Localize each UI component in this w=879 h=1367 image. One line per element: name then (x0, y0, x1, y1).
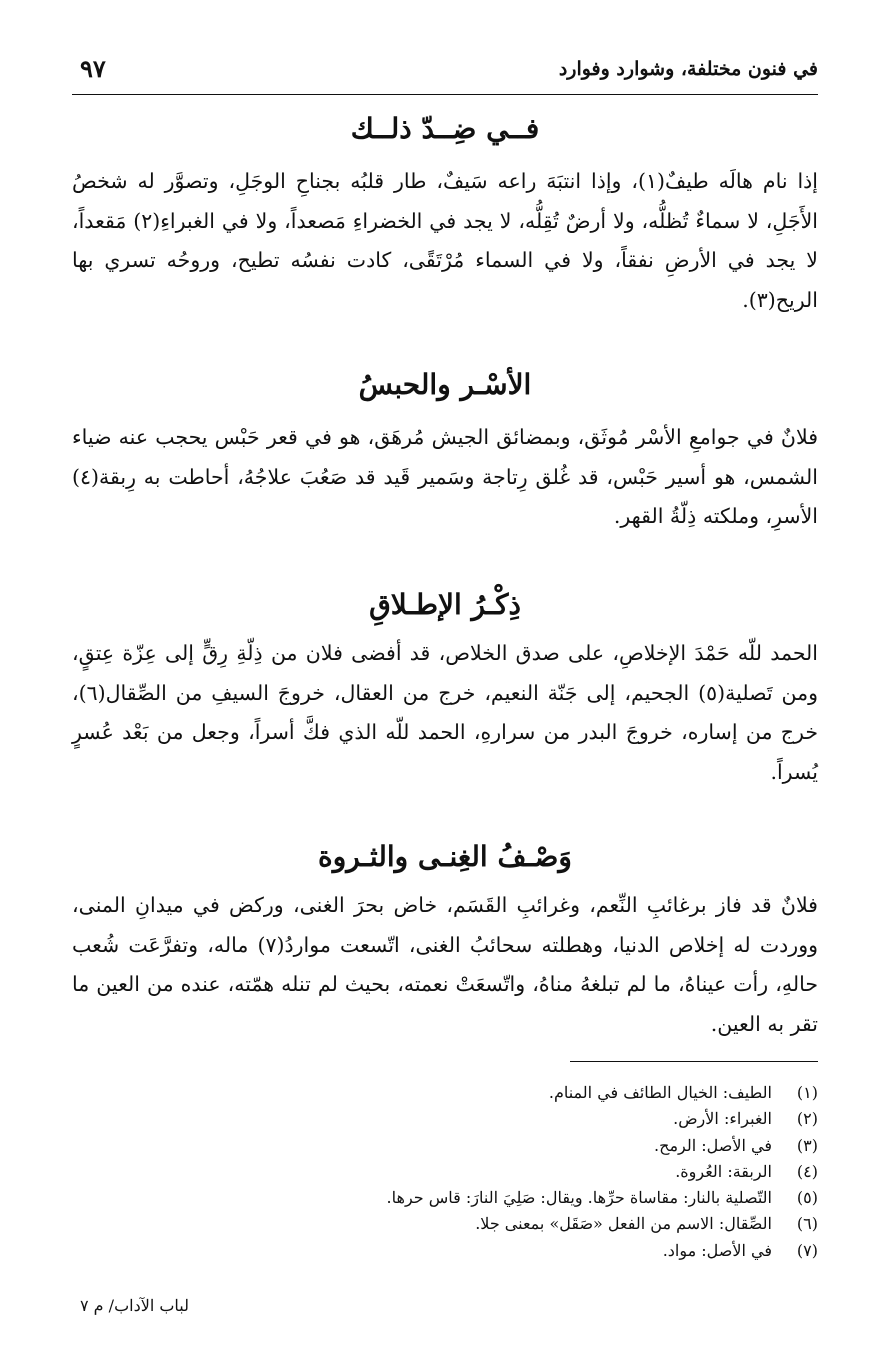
page-header (72, 50, 818, 95)
footnote-number: (٣) (796, 1135, 818, 1155)
footnote-text: في الأصل: الرمح. (654, 1135, 772, 1155)
footnote-divider (570, 1061, 818, 1062)
footnote-number: (٥) (796, 1188, 818, 1208)
footnote-item (300, 1106, 818, 1132)
footnote-number: (٧) (796, 1240, 818, 1260)
running-head: في فنون مختلفة، وشوارد وفوارد (558, 58, 818, 80)
footnote-number: (١) (796, 1083, 818, 1102)
footnote-text: الغبراء: الأرض. (673, 1109, 772, 1129)
footnote-text: الطيف: الخيال الطائف في المنام. (548, 1083, 772, 1102)
footnote-item (300, 1080, 818, 1106)
section-paragraph: فلانٌ قد فاز برغائبِ النِّعم، وغرائبِ القَسَم، خاض بحرَ الغنى، وركض في ميدانِ المنى، ووردت له إخلاص الدنيا، وهطلته سحائبُ الغنى، اتّسعت مواردُ(٧) ماله، وتفرَّعَت شُعب حالهِ، رأت عيناهُ، ما لم تبلغهُ مناهُ، واتّسعَتْ نعمته، بحيث لم تنله همّته، عنده من العين ما تقر به العين. (72, 893, 818, 1036)
footnote-text: التّصلية بالنار: مقاساة حرِّها. ويقال: صَلِيَ النارَ: قاس حرها. (386, 1188, 772, 1208)
section-paragraph: فلانٌ في جوامعِ الأسْر مُوثَق، وبمضائق الجيش مُرهَق، هو في قعر حَبْس يحجب عنه ضياء الشمس، هو أسير حَبْس، قد غُلق رِتاجة وسَمير قَيد قد صَعُبَ علاجُهُ، أحاطت به رِبقة(٤) الأسرِ، وملكته ذِلّةُ القهر. (72, 425, 818, 528)
footnote-number: (٢) (796, 1109, 818, 1129)
section-paragraph: إذا نام هالَه طيفٌ(١)، وإذا انتبَهَ راعه سَيفٌ، طار قلبُه بجناحِ الوجَلِ، وتصوَّر له شخصُ الأَجَلِ، لا سماءٌ تُظلُّه، ولا أرضٌ تُقِلُّه، لا يجد في الخضراءِ مَصعداً، ولا في الغبراءِ(٢) مَقعداً، لا يجد في الأرضِ نفقاً، ولا في السماء مُرْتَقًى، كادت نفسُه تطيح، وروحُه تسري بها الريح(٣). (72, 169, 819, 312)
section-title: فــي ضِــدّ ذلــك (350, 112, 540, 145)
page-number: ٩٧ (80, 54, 106, 83)
footnote-item (300, 1185, 818, 1211)
footnote-text: في الأصل: مواد. (662, 1240, 772, 1260)
footnote-item (300, 1133, 818, 1159)
footnote-text: الصِّقال: الاسم من الفعل «صَقَل» بمعنى جلا. (475, 1214, 772, 1234)
footnote-number: (٦) (796, 1214, 818, 1234)
footnote-number: (٤) (796, 1161, 818, 1181)
footnotes-list (300, 1080, 818, 1264)
section-paragraph: الحمد للّه حَمْدَ الإخلاصِ، على صدق الخلاص، قد أفضى فلان من ذِلّةِ رِقٍّ إلى عِزّة عِتقٍ، ومن تَصلية(٥) الجحيم، إلى جَنّة النعيم، خرج من العقال، خروجَ السيفِ من الصِّقال(٦)، خرج من إساره، خروجَ البدر من سرارهِ، الحمد للّه الذي فكَّ أسراً، وجعل من بَعْد عُسرٍ يُسراً. (72, 641, 818, 784)
section-title: ذِكْـرُ الإطـلاقِ (369, 588, 521, 621)
footnote-item (300, 1211, 818, 1237)
footnote-text: الربقة: العُروة. (675, 1161, 772, 1181)
footnote-item (300, 1238, 818, 1264)
section-title: وَصْـفُ الغِنـى والثـروة (318, 840, 572, 873)
printer-signature: لباب الآداب/ م ٧ (80, 1296, 189, 1315)
section-title: الأسْـر والحبسُ (358, 368, 532, 401)
footnote-item (300, 1159, 818, 1185)
